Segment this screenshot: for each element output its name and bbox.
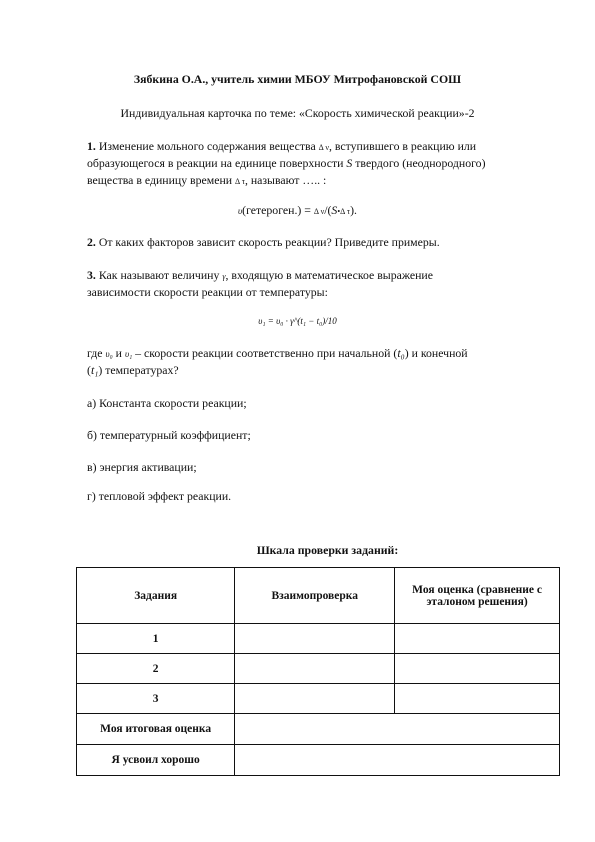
- q3-line-1: [87, 268, 433, 283]
- option-a: а) Константа скорости реакции;: [87, 396, 247, 410]
- delta-nu-symbol: Δ ν: [318, 143, 329, 152]
- peer-cell[interactable]: [235, 684, 395, 714]
- formula-slash: /(: [324, 203, 332, 217]
- where-b2: ) температурах?: [98, 363, 179, 377]
- header-peer-review: Взаимопроверка: [235, 568, 395, 624]
- formula-v: υ: [238, 206, 243, 216]
- q1-text-c2: , называют ….. :: [244, 173, 327, 187]
- final-grade-row: [77, 714, 560, 745]
- grade-cell[interactable]: [395, 684, 560, 714]
- and-word: и: [115, 346, 122, 360]
- where-a1: где: [87, 346, 103, 360]
- s-variable: S: [346, 156, 353, 170]
- delta-tau-symbol: Δ τ: [235, 177, 245, 186]
- q1-text-a1: Изменение мольного содержания вещества: [98, 139, 316, 153]
- peer-cell[interactable]: [235, 624, 395, 654]
- row-number: 2: [77, 654, 235, 684]
- table-row: [77, 654, 560, 684]
- row-number: 3: [77, 684, 235, 714]
- option-d: г) тепловой эффект реакции.: [87, 489, 232, 503]
- learned-row: [77, 745, 560, 776]
- q1-line-1: [87, 139, 476, 154]
- q1-formula: [0, 203, 595, 218]
- card-title: Индивидуальная карточка по теме: «Скорость химической реакции»-2: [120, 106, 475, 120]
- table-title: Шкала проверки заданий:: [256, 543, 399, 557]
- grade-cell[interactable]: [395, 624, 560, 654]
- q2-line: [87, 235, 440, 250]
- learned-cell[interactable]: [235, 745, 560, 776]
- where-a3: ) и конечной: [404, 346, 468, 360]
- q3-where-line-2: [87, 363, 179, 378]
- q3-text-a2: , входящую в математическое выражение: [225, 268, 433, 282]
- final-grade-label: Моя итоговая оценка: [77, 714, 235, 745]
- header-tasks: Задания: [77, 568, 235, 624]
- check-table: [76, 567, 560, 776]
- t0-symbol: t₀: [397, 346, 405, 360]
- formula-dot: •: [337, 207, 341, 216]
- q2-text: От каких факторов зависит скорость реакции? Приведите примеры.: [98, 235, 440, 249]
- q1-text-b2: твердого (неоднородного): [355, 156, 486, 170]
- q1-number: 1.: [87, 139, 96, 153]
- q3-formula: υ₁ = υ₀ · γ^(t₁ − t₀)/10: [258, 316, 337, 326]
- t1-symbol: t₁: [90, 363, 99, 377]
- formula-dtau: Δ τ: [340, 207, 351, 216]
- option-c: в) энергия активации;: [87, 460, 197, 474]
- q3-text-b: зависимости скорости реакции от температуры:: [87, 285, 328, 299]
- table-row: [77, 684, 560, 714]
- where-a2: – скорости реакции соответственно при начальной (: [135, 346, 398, 360]
- peer-cell[interactable]: [235, 654, 395, 684]
- q1-line-2: [87, 156, 486, 171]
- q1-text-a2: , вступившего в реакцию или: [328, 139, 477, 153]
- table-row: [77, 624, 560, 654]
- v1-symbol: υ₁: [124, 349, 133, 359]
- where-b1: (: [87, 363, 91, 377]
- author-line: Зябкина О.А., учитель химии МБОУ Митрофановской СОШ: [133, 72, 462, 86]
- formula-end: ).: [350, 203, 357, 217]
- formula-s: S: [331, 203, 338, 217]
- grade-cell[interactable]: [395, 654, 560, 684]
- gamma-symbol: γ: [222, 272, 226, 281]
- v0-symbol: υ₀: [105, 349, 113, 359]
- q1-text-c1: вещества в единицу времени: [87, 173, 233, 187]
- header-my-grade: Моя оценка (сравнение с эталоном решения): [395, 568, 560, 624]
- row-number: 1: [77, 624, 235, 654]
- q1-line-3: [87, 173, 326, 188]
- final-grade-cell[interactable]: [235, 714, 560, 745]
- table-header-row: [77, 568, 560, 624]
- q3-text-a1: Как называют величину: [98, 268, 220, 282]
- q1-text-b1: образующегося в реакции на единице поверхности: [87, 156, 344, 170]
- q3-where-line-1: [87, 346, 468, 361]
- q2-number: 2.: [87, 235, 96, 249]
- formula-dnu: Δ ν: [313, 207, 325, 216]
- q3-line-2: [87, 285, 328, 300]
- option-b: б) температурный коэффициент;: [87, 428, 251, 442]
- learned-label: Я усвоил хорошо: [77, 745, 235, 776]
- formula-mid: (гетероген.) =: [242, 203, 311, 217]
- q3-number: 3.: [87, 268, 96, 282]
